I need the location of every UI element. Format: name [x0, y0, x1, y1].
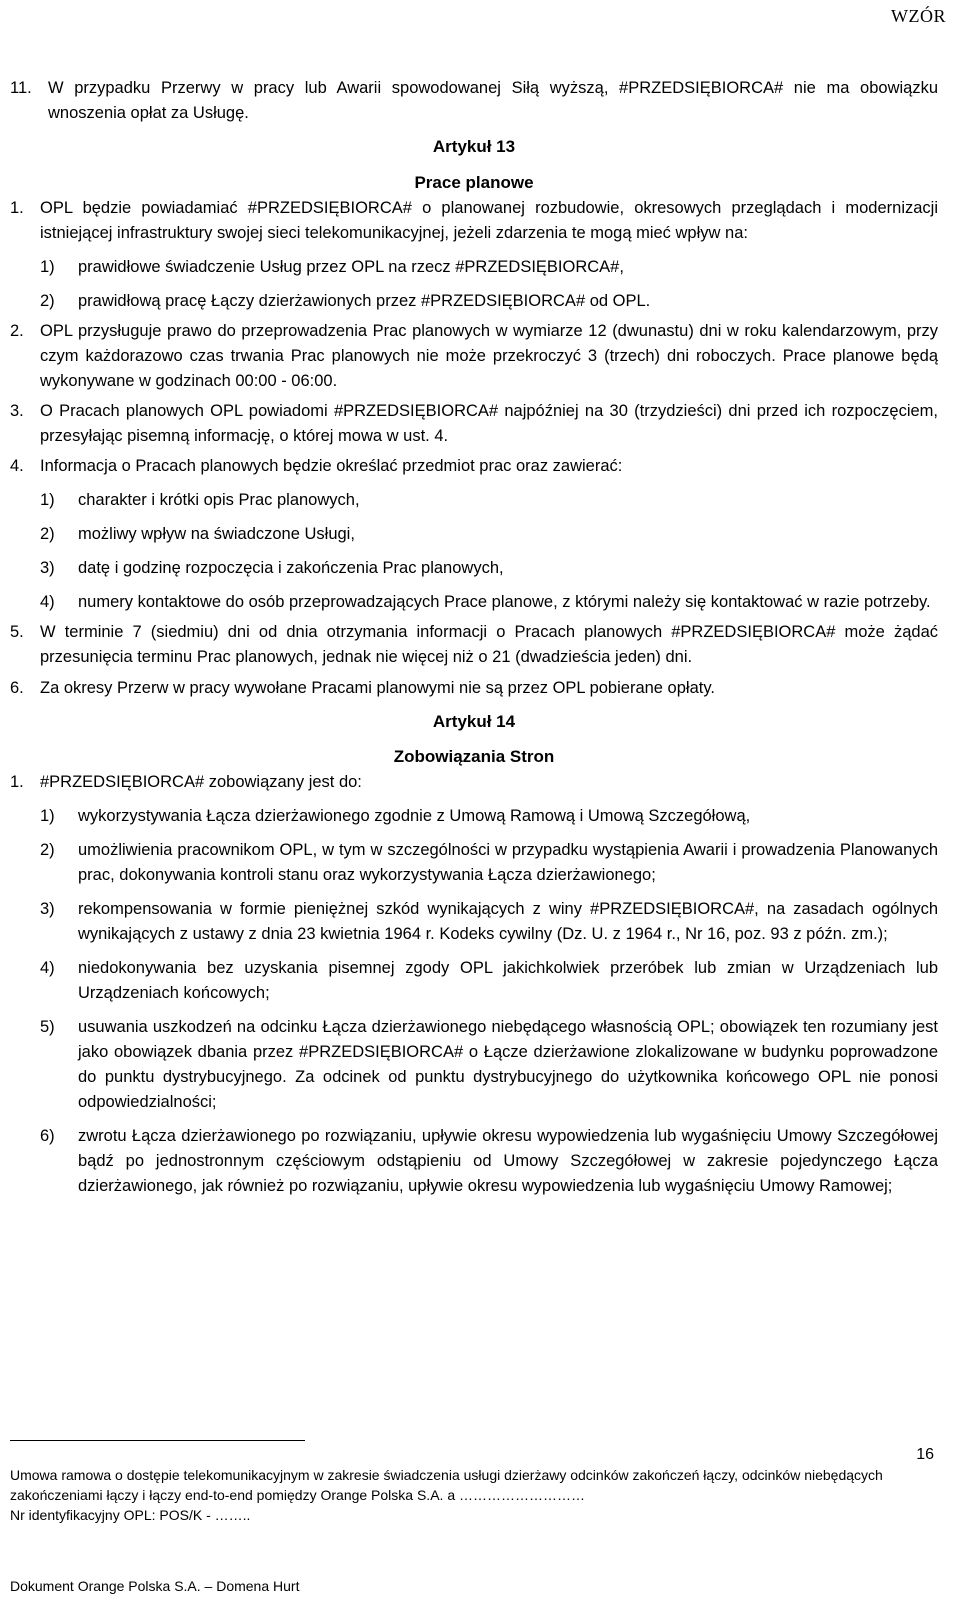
paragraph-number: 1.	[10, 773, 24, 791]
list-item	[10, 522, 938, 547]
list-item	[10, 897, 938, 947]
list-item-text: wykorzystywania Łącza dzierżawionego zgodnie z Umową Ramową i Umową Szczegółową,	[78, 807, 751, 825]
list-item-number: 2)	[40, 292, 55, 310]
list-item	[10, 255, 938, 280]
list-item-number: 2)	[40, 525, 55, 543]
list-item-text: prawidłowe świadczenie Usług przez OPL na rzecz #PRZEDSIĘBIORCA#,	[78, 258, 624, 276]
paragraph-number: 2.	[10, 322, 24, 340]
paragraph-text: OPL przysługuje prawo do przeprowadzenia Prac planowych w wymiarze 12 (dwunastu) dni w roku kalendarzowym, przy czym każdorazowo czas trwania Prac planowych nie może przekroczyć 3 (trzech) dni roboczych. Prace planowe będą wykonywane w godzinach 00:00 - 06:00.	[40, 322, 938, 390]
list-item	[10, 838, 938, 888]
paragraph-text: Informacja o Pracach planowych będzie określać przedmiot prac oraz zawierać:	[40, 457, 623, 475]
article-13-paragraph-1	[10, 196, 938, 246]
list-item-text: prawidłową pracę Łączy dzierżawionych przez #PRZEDSIĘBIORCA# od OPL.	[78, 292, 651, 310]
list-item	[10, 556, 938, 581]
list-item-number: 3)	[40, 900, 55, 918]
article-14-paragraph-1	[10, 770, 938, 795]
article-14-subtitle: Zobowiązania Stron	[393, 747, 555, 766]
article-14-title: Artykuł 14	[432, 712, 516, 731]
article-13-title: Artykuł 13	[432, 137, 516, 156]
article-13-paragraph-4	[10, 454, 938, 479]
paragraph-number: 11.	[10, 79, 32, 97]
page-footer	[10, 1440, 938, 1594]
list-item-text: umożliwienia pracownikom OPL, w tym w szczególności w przypadku wystąpienia Awarii i prowadzenia Planowanych prac, dokonywania kontroli stanu oraz wykorzystywania Łącza dzierżawionego;	[78, 841, 938, 884]
paragraph-number: 4.	[10, 457, 24, 475]
page-number: 16	[916, 1446, 934, 1463]
paragraph-text: O Pracach planowych OPL powiadomi #PRZEDSIĘBIORCA# najpóźniej na 30 (trzydzieści) dni przed ich rozpoczęciem, przesyłając pisemną informację, o której mowa w ust. 4.	[40, 402, 938, 445]
list-item-number: 1)	[40, 491, 55, 509]
paragraph-text: W terminie 7 (siedmiu) dni od dnia otrzymania informacji o Pracach planowych #PRZEDSIĘBIORCA# może żądać przesunięcia terminu Prac planowych, jednak nie więcej niż o 21 (dwadzieścia jeden) dni.	[40, 623, 938, 666]
document-status-tag: WZÓR	[891, 6, 946, 26]
footer-agreement-title: Umowa ramowa o dostępie telekomunikacyjnym w zakresie świadczenia usługi dzierżawy odcinków zakończeń łączy, odcinków niebędących zakończeniami łączy i łączy end-to-end pomiędzy Orange Polska S.A. a ………………………	[10, 1467, 883, 1503]
list-item	[10, 1124, 938, 1199]
article-13-paragraph-2	[10, 319, 938, 394]
list-item-number: 1)	[40, 807, 55, 825]
paragraph-number: 6.	[10, 679, 24, 697]
list-item-text: datę i godzinę rozpoczęcia i zakończenia Prac planowych,	[78, 559, 504, 577]
list-item	[10, 1015, 938, 1115]
list-item-number: 3)	[40, 559, 55, 577]
list-item	[10, 488, 938, 513]
article-13-paragraph-3	[10, 399, 938, 449]
list-item-text: charakter i krótki opis Prac planowych,	[78, 491, 360, 509]
list-item-text: usuwania uszkodzeń na odcinku Łącza dzierżawionego niebędącego własnością OPL; obowiązek ten rozumiany jest jako obowiązek dbania przez #PRZEDSIĘBIORCA# o Łącze dzierżawione zlokalizowane w budynku poprowadzone do punktu dystrybucyjnego. Za odcinek od punktu dystrybucyjnego do użytkownika końcowego OPL nie ponosi odpowiedzialności;	[78, 1018, 938, 1111]
article-13-subtitle: Prace planowe	[414, 173, 534, 192]
list-item-text: możliwy wpływ na świadczone Usługi,	[78, 525, 355, 543]
list-item-text: niedokonywania bez uzyskania pisemnej zgody OPL jakichkolwiek przeróbek lub zmian w Urządzeniach lub Urządzeniach końcowych;	[78, 959, 938, 1002]
paragraph-text: Za okresy Przerw w pracy wywołane Pracami planowymi nie są przez OPL pobierane opłaty.	[40, 679, 715, 697]
list-item-number: 4)	[40, 593, 55, 611]
paragraph-number: 1.	[10, 199, 24, 217]
paragraph-number: 3.	[10, 402, 24, 420]
list-item-number: 4)	[40, 959, 55, 977]
paragraph-number: 5.	[10, 623, 24, 641]
list-item-number: 1)	[40, 258, 55, 276]
paragraph-11	[10, 76, 938, 126]
article-13-paragraph-6	[10, 676, 938, 701]
footer-identifier: Nr identyfikacyjny OPL: POS/K - ……..	[10, 1507, 251, 1523]
list-item-text: zwrotu Łącza dzierżawionego po rozwiązaniu, upływie okresu wypowiedzenia lub wygaśnięciu Umowy Szczegółowej bądź po jednostronnym częściowym odstąpieniu od Umowy Szczegółowej w zakresie pojedynczego Łącza dzierżawionego, jak również po rozwiązaniu, upływie okresu wypowiedzenia lub wygaśnięciu Umowy Ramowej;	[78, 1127, 938, 1195]
paragraph-text: OPL będzie powiadamiać #PRZEDSIĘBIORCA# o planowanej rozbudowie, okresowych przeglądach i modernizacji istniejącej infrastruktury swojej sieci telekomunikacyjnej, jeżeli zdarzenia te mogą mieć wpływ na:	[40, 199, 938, 242]
paragraph-text: #PRZEDSIĘBIORCA# zobowiązany jest do:	[40, 773, 362, 791]
list-item-number: 2)	[40, 841, 55, 859]
list-item	[10, 956, 938, 1006]
list-item-text: rekompensowania w formie pieniężnej szkód wynikających z winy #PRZEDSIĘBIORCA#, na zasadach ogólnych wynikających z ustawy z dnia 23 kwietnia 1964 r. Kodeks cywilny (Dz. U. z 1964 r., Nr 16, poz. 93 z późn. zm.);	[78, 900, 938, 943]
footer-document-owner: Dokument Orange Polska S.A. – Domena Hurt	[10, 1578, 300, 1594]
article-13-paragraph-5	[10, 620, 938, 670]
list-item-text: numery kontaktowe do osób przeprowadzających Prace planowe, z którymi należy się kontaktować w razie potrzeby.	[78, 593, 931, 611]
document-body	[10, 76, 938, 1199]
list-item	[10, 289, 938, 314]
list-item	[10, 804, 938, 829]
list-item-number: 6)	[40, 1127, 55, 1145]
list-item-number: 5)	[40, 1018, 55, 1036]
list-item	[10, 590, 938, 615]
paragraph-text: W przypadku Przerwy w pracy lub Awarii spowodowanej Siłą wyższą, #PRZEDSIĘBIORCA# nie ma obowiązku wnoszenia opłat za Usługę.	[48, 79, 938, 122]
footer-divider	[10, 1440, 305, 1441]
